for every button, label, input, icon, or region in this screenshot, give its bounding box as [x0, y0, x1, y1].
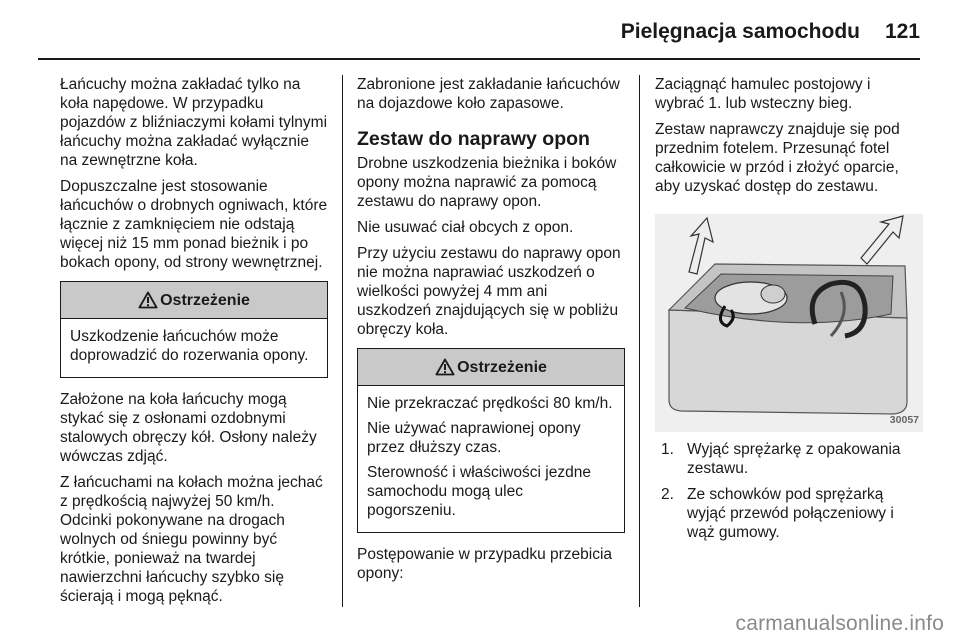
page-title: Pielęgnacja samochodu: [620, 20, 860, 43]
column-divider-1: [342, 75, 343, 607]
warning-text: Uszkodzenie łańcuchów może doprowadzić do rozerwania opony.: [70, 328, 309, 364]
column-2: [357, 75, 625, 590]
step-text: Ze schowków pod sprężarką wyjąć przewód połączeniowy i wąż gumowy.: [687, 486, 894, 541]
list-item: [655, 440, 923, 478]
list-item: [655, 485, 923, 542]
tire-repair-kit-illustration: [655, 214, 923, 432]
warning-box: [60, 281, 328, 378]
paragraph: Postępowanie w przypadku przebicia opony:: [357, 546, 613, 582]
section-heading: Zestaw do naprawy opon: [357, 128, 590, 150]
warning-text: Sterowność i właściwości jezdne samochodu mogą ulec pogorszeniu.: [367, 464, 591, 519]
paragraph: Z łańcuchami na kołach można jechać z prędkością najwyżej 50 km/h. Odcinki pokonywane na drogach wolnych od śniegu powinny być krótkie, ponieważ na twardej nawierzchni łańcuchy szybko się ścierają i mogą pęknąć.: [60, 474, 323, 605]
warning-triangle-icon: [138, 291, 158, 309]
warning-text: Nie przekraczać prędkości 80 km/h.: [367, 395, 613, 412]
paragraph: Nie usuwać ciał obcych z opon.: [357, 219, 574, 236]
header-divider: [38, 58, 920, 60]
steps-list: [655, 440, 923, 542]
paragraph: Łańcuchy można zakładać tylko na koła napędowe. W przypadku pojazdów z bliźniaczymi kołami tylnymi łańcuchy można zakładać wyłącznie na zewnętrzne koła.: [60, 76, 328, 169]
warning-text: Nie używać naprawionej opony przez dłuższy czas.: [367, 420, 581, 456]
warning-header: [358, 349, 624, 386]
warning-triangle-icon: [435, 358, 455, 376]
paragraph: Dopuszczalne jest stosowanie łańcuchów o drobnych ogniwach, które łącznie z zamknięciem nie odstają więcej niż 15 mm ponad bieżnik i po bokach opony, od strony wewnętrznej.: [60, 178, 328, 271]
step-number: 1.: [661, 441, 674, 458]
warning-title: Ostrzeżenie: [457, 358, 547, 376]
paragraph: Zabronione jest zakładanie łańcuchów na dojazdowe koło zapasowe.: [357, 76, 620, 112]
column-1: [60, 75, 328, 613]
figure-code: 30057: [889, 414, 919, 426]
paragraph: Zaciągnąć hamulec postojowy i wybrać 1. lub wsteczny bieg.: [655, 76, 871, 112]
warning-box: [357, 348, 625, 533]
step-number: 2.: [661, 486, 674, 503]
watermark: carmanualsonline.info: [735, 612, 944, 635]
step-text: Wyjąć sprężarkę z opakowania zestawu.: [687, 441, 901, 477]
paragraph: Założone na koła łańcuchy mogą stykać się z osłonami ozdobnymi stalowych obręczy kół. Osłony należy wówczas zdjąć.: [60, 391, 317, 465]
repair-kit-drawing: [655, 214, 923, 432]
page-header: [0, 0, 960, 60]
paragraph: Przy użyciu zestawu do naprawy opon nie można naprawiać uszkodzeń o wielkości powyżej 4 mm ani uszkodzeń znajdujących się w pobliżu obręczy koła.: [357, 245, 621, 338]
paragraph: Zestaw naprawczy znajduje się pod przednim fotelem. Przesunąć fotel całkowicie w przód i złożyć oparcie, aby uzyskać dostęp do zestawu.: [655, 121, 900, 195]
warning-body: [61, 319, 327, 377]
column-3: [655, 75, 923, 549]
warning-title: Ostrzeżenie: [160, 291, 250, 309]
column-divider-2: [639, 75, 640, 607]
page-number: 121: [884, 20, 920, 43]
paragraph: Drobne uszkodzenia bieżnika i boków opony można naprawić za pomocą zestawu do naprawy opon.: [357, 155, 617, 210]
warning-header: [61, 282, 327, 319]
warning-body: [358, 386, 624, 532]
